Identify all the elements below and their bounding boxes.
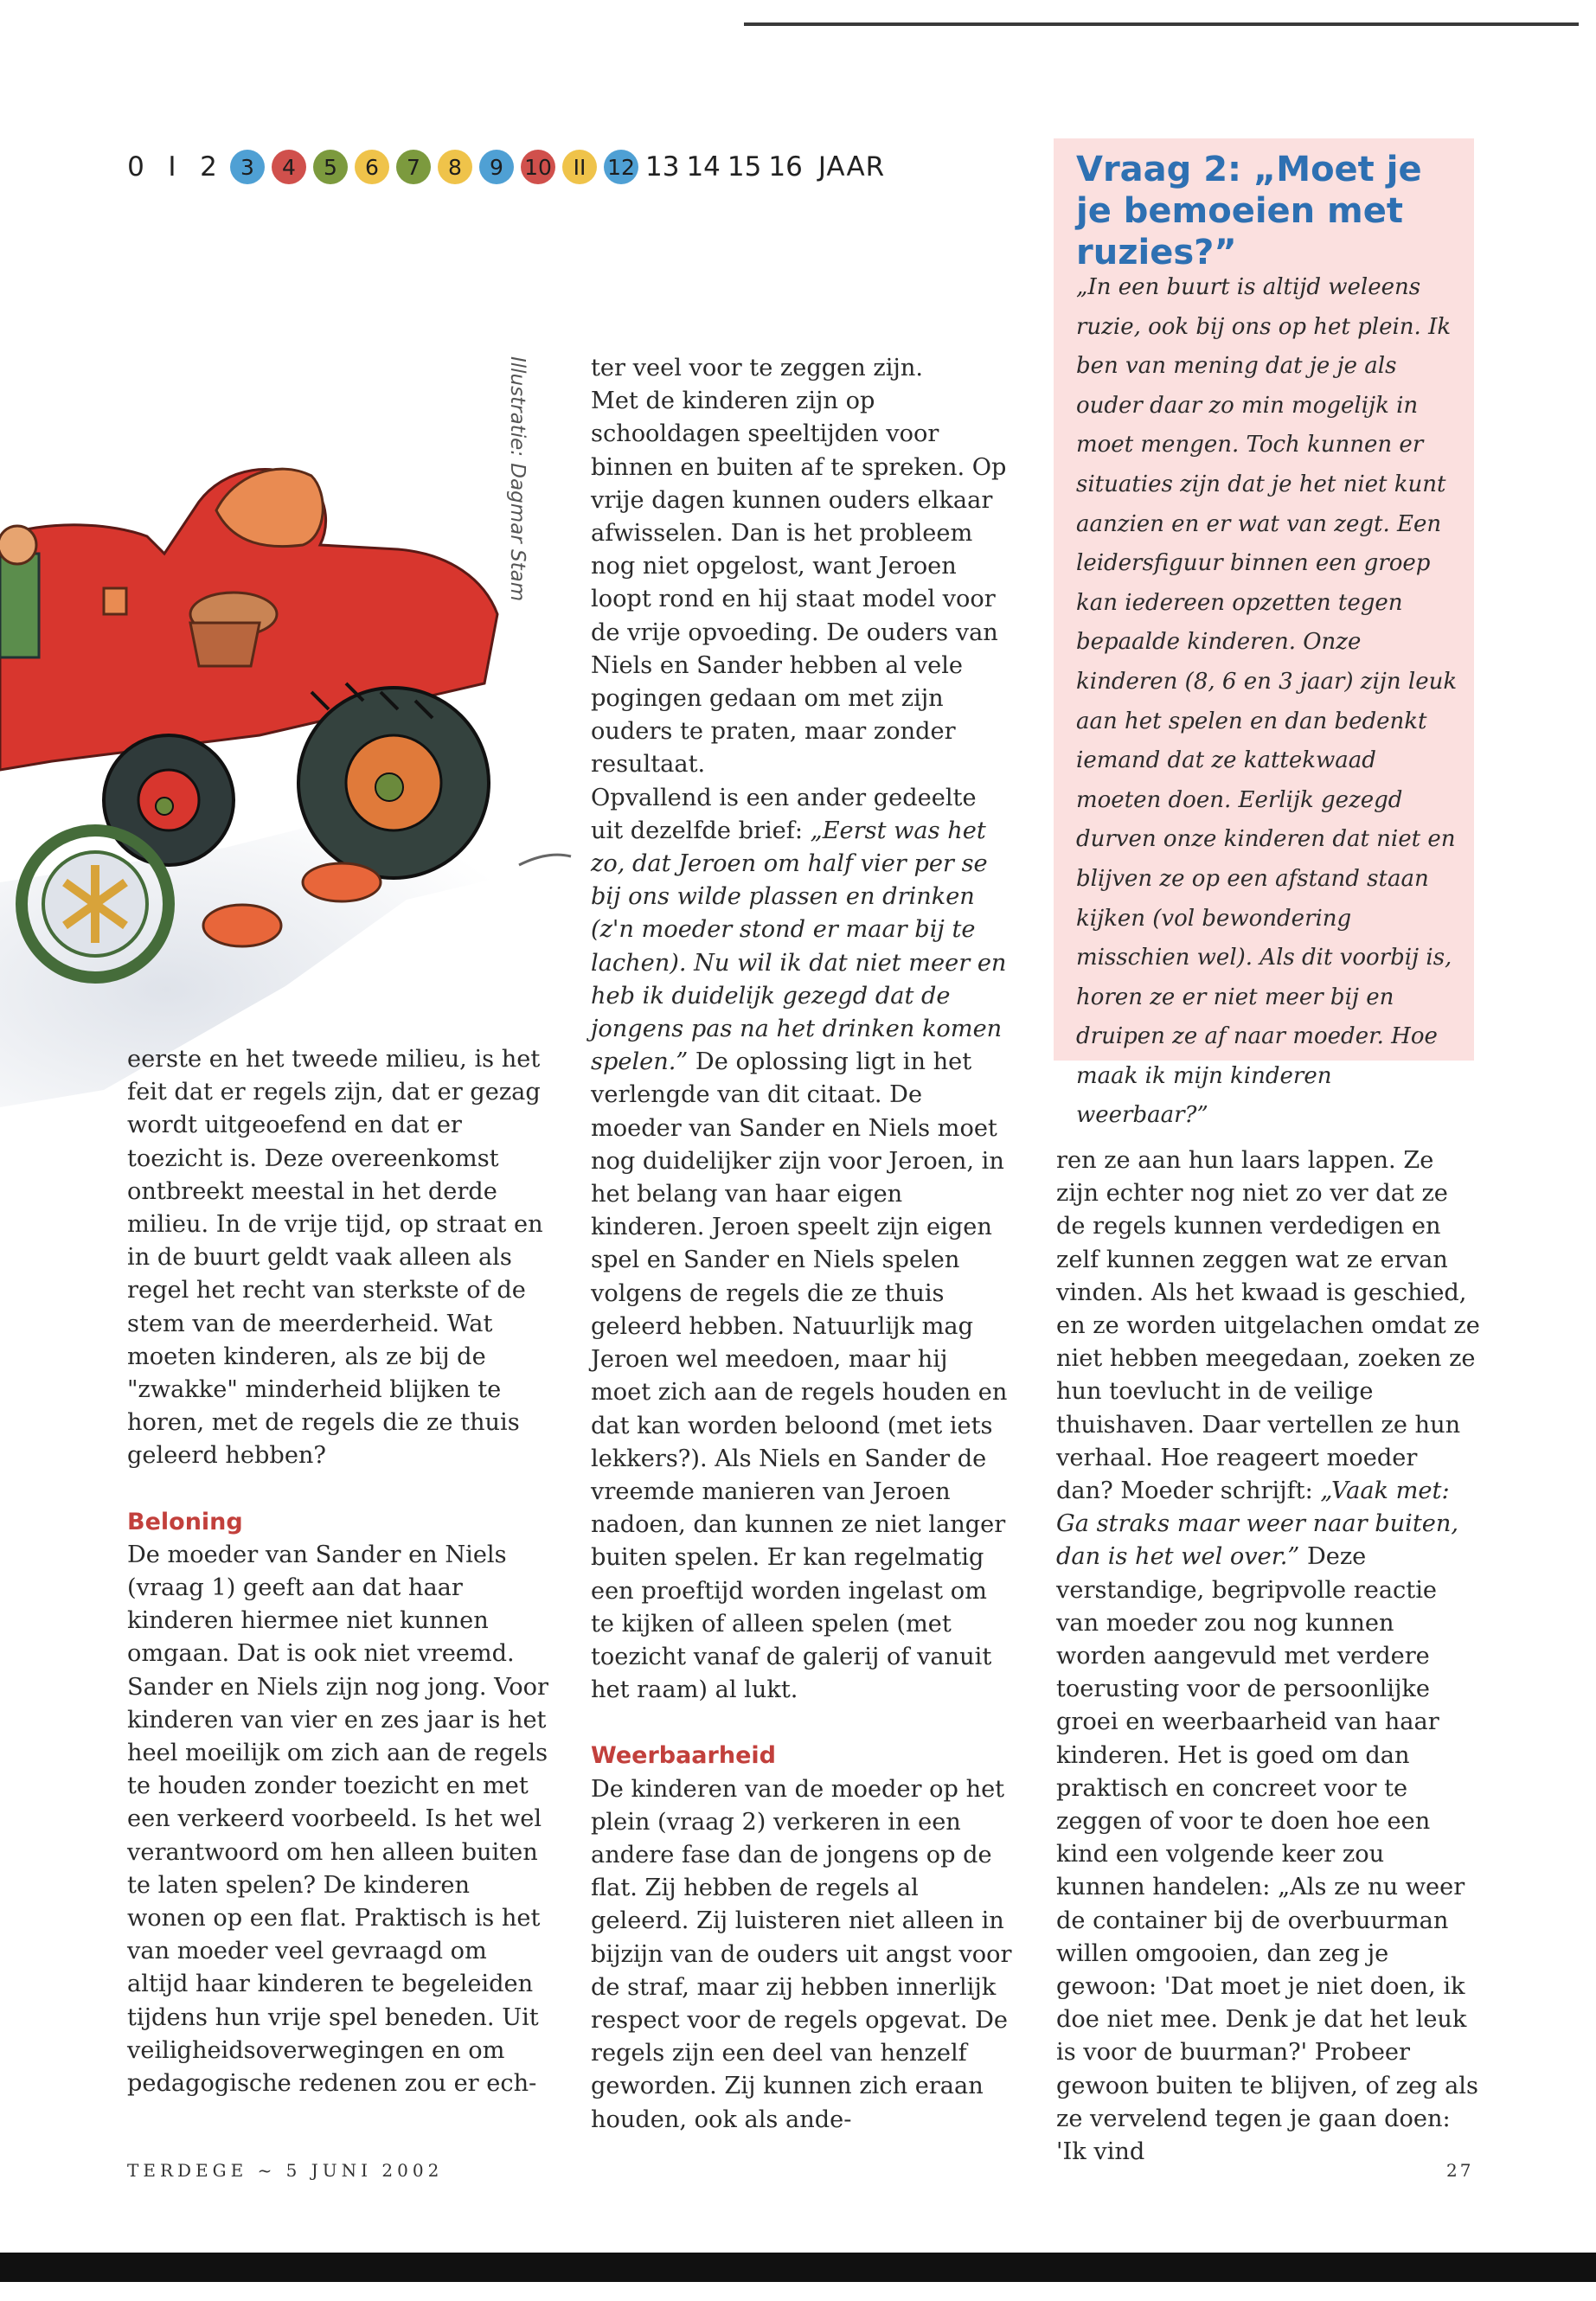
illustration-credit: Illustratie: Dagmar Stam [506,356,529,602]
age-2: 2 [200,151,217,183]
age-7: 7 [396,150,431,184]
age-4: 4 [272,150,306,184]
age-5: 5 [313,150,348,184]
question-sidebar [1054,138,1474,1129]
age-16: 16 [768,151,803,183]
page-number: 27 [1446,2160,1474,2181]
age-3: 3 [230,150,265,184]
letter-quote: „Eerst was het zo, dat Jeroen om half vier per se bij ons wilde plassen en drinken (z'n moeder stond er maar bij te lachen). Nu wil ik dat niet meer en heb ik duidelijk gezegd dat de jongens pas na het drinken komen spelen.” [591,817,1007,1076]
article-column-2 [591,352,1015,2137]
age-unit: JAAR [817,151,886,183]
loose-part [303,863,381,901]
age-6: 6 [355,150,389,184]
sidebar-title: Vraag 2: „Moet je je bemoeien met ruzies?” [1076,150,1422,272]
bottom-bar [0,2253,1596,2282]
age-11: II [562,150,597,184]
col1-paragraph-2: De moeder van Sander en Niels (vraag 1) geeft aan dat haar kinderen hiermee niet kunnen omgaan. Dat is ook niet vreemd. Sander en Niels zijn nog jong. Voor kinderen van vier en zes jaar is het heel moeilijk om zich aan de regels te houden zonder toezicht en met een verkeerd voorbeeld. Is het wel verantwoord om hen alleen buiten te laten spelen? De kinderen wonen op een flat. Praktisch is het van moeder veel gevraagd om altijd haar kinderen te begeleiden tijdens hun vrije spel beneden. Uit veiligheidsoverwegingen en om pedagogische redenen zou er ech- [127,1541,548,2098]
age-8: 8 [438,150,472,184]
heading-weerbaarheid: Weerbaarheid [591,1742,776,1770]
sidebar-quote: „In een buurt is altijd weleens ruzie, ook bij ons op het plein. Ik ben van mening dat je je als ouder daar zo min mogelijk in moet mengen. Toch kunnen er situaties zijn dat je het niet kunt aanzien en er wat van zegt. Een leidersfiguur binnen een groep kan iedereen opzetten tegen bepaalde kinderen. Onze kinderen (8, 6 en 3 jaar) zijn leuk aan het spelen en dan bedenkt iemand dat ze kattekwaad moeten doen. Eerlijk gezegd durven onze kinderen dat niet en blijven ze op een afstand staan kijken (vol bewondering misschien wel). Als dit voorbij is, horen ze er niet meer bij en druipen ze af naar moeder. Hoe maak ik mijn kinderen weerbaar?” [1076,274,1458,1129]
driver-head [0,526,36,564]
age-0: 0 [127,151,144,183]
footer-publication: TERDEGE ~ 5 JUNI 2002 [127,2160,444,2181]
tractor-illustration [0,329,580,1107]
age-1: I [168,151,176,183]
mother-quote: „Vaak met: Ga straks maar weer naar buiten, dan is het wel over.” [1056,1477,1458,1571]
loose-part-2 [203,905,281,946]
age-12: 12 [604,150,638,184]
exhaust-pipe [104,588,126,614]
age-10: 10 [521,150,555,184]
article-column-1 [127,1043,551,2100]
col3-paragraph-1: ren ze aan hun laars lappen. Ze zijn echter nog niet zo ver dat ze de regels kunnen verdedigen en zelf kunnen zeggen wat ze ervan vinden. Als het kwaad is geschied, en ze worden uitgelachen omdat ze niet hebben meegedaan, zoeken ze hun toevlucht in de veilige thuishaven. Daar vertellen ze hun verhaal. Hoe reageert moeder dan? Moeder schrijft: „Vaak met: Ga straks maar weer naar buiten, dan is het wel over.” Deze verstandige, begripvolle reactie van moeder zou nog kunnen worden aangevuld met verdere toerusting voor de persoonlijke groei en weerbaarheid van haar kinderen. Het is goed om dan praktisch en concreet voor te zeggen of voor te doen hoe een kind een volgende keer zou kunnen handelen: „Als ze nu weer de container bij de overbuurman willen omgooien, dan zeg je gewoon: 'Dat moet je niet doen, ik doe niet mee. Denk je dat het leuk is voor de buurman?' Probeer gewoon buiten te blijven, of zeg als ze vervelend tegen je gaan doen: 'Ik vind [1056,1147,1480,2166]
age-14: 14 [686,151,721,183]
age-13: 13 [645,151,680,183]
col2-paragraph-3: Opvallend is een ander gedeelte uit dezelfde brief: „Eerst was het zo, dat Jeroen om half vier per se bij ons wilde plassen en drinken (z'n moeder stond er maar bij te lachen). Nu wil ik dat niet meer en heb ik duidelijk gezegd dat de jongens pas na het drinken komen spelen.” De oplossing ligt in het verlengde van dit citaat. De moeder van Sander en Niels moet nog duidelijker zijn voor Jeroen, in het belang van haar eigen kinderen. Jeroen speelt zijn eigen spel en Sander en Niels spelen volgens de regels die ze thuis geleerd hebben. Natuurlijk mag Jeroen wel meedoen, maar hij moet zich aan de regels houden en dat kan worden beloond (met iets lekkers?). Als Niels en Sander de vreemde manieren van Jeroen nadoen, dan kunnen ze niet langer buiten spelen. Er kan regelmatig een proeftijd worden ingelast om te kijken of alleen spelen (met toezicht vanaf de galerij of vanuit het raam) al lukt. [591,784,1008,1704]
col1-paragraph-1: eerste en het tweede milieu, is het feit dat er regels zijn, dat er gezag wordt uitgeoefend en dat er toezicht is. Deze overeenkomst ontbreekt meestal in het derde milieu. In de vrije tijd, op straat en in de buurt geldt vaak alleen als regel het recht van sterkste of de stem van de meerderheid. Wat moeten kinderen, als ze bij de "zwakke" minderheid blijken te horen, met de regels die ze thuis geleerd hebben? [127,1046,543,1470]
age-15: 15 [727,151,762,183]
driver-figure [0,554,39,657]
col2-paragraph-2: Met de kinderen zijn op schooldagen speeltijden voor binnen en buiten af te spreken. Op vrije dagen kunnen ouders elkaar afwisselen. Dan is het probleem nog niet opgelost, want Jeroen loopt rond en hij staat model voor de vrije opvoeding. De ouders van Niels en Sander hebben al vele pogingen gedaan om met zijn ouders te praten, maar zonder resultaat. [591,388,1007,779]
col2-paragraph-1: ter veel voor te zeggen zijn. [591,355,923,381]
age-scale [121,150,885,184]
article-column-3 [1056,1144,1480,2169]
heading-beloning: Beloning [127,1508,243,1535]
age-9: 9 [479,150,514,184]
top-rule [744,22,1579,26]
tractor-tank [190,623,260,666]
col2-paragraph-4: De kinderen van de moeder op het plein (vraag 2) verkeren in een andere fase dan de jongens op de flat. Zij hebben de regels al geleerd. Zij luisteren niet alleen in bijzijn van de ouders uit angst voor de straf, maar zij hebben innerlijk respect voor de regels opgevat. De regels zijn een deel van henzelf geworden. Zij kunnen zich eraan houden, ook als ande- [591,1775,1012,2133]
